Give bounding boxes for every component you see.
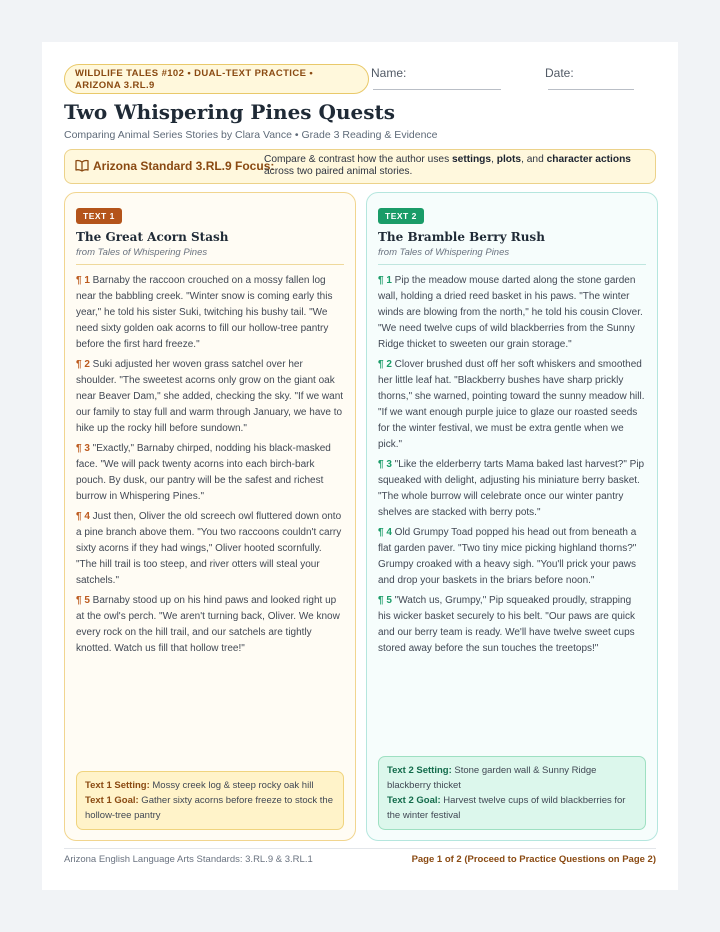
paragraph: ¶ 4 Just then, Oliver the old screech owl fluttered down onto a pine branch above them. "You two raccoons couldn't carry sixty acorns if they had wings," Oliver hooted scornfully. "The hill trail is too steep, and river otters will steal your satchels."	[76, 511, 342, 586]
text-1-summary-box	[76, 771, 344, 830]
paragraph-marker: ¶ 3	[378, 459, 392, 470]
text-1-title: The Great Acorn Stash	[76, 230, 229, 244]
paragraph: ¶ 1 Barnaby the raccoon crouched on a mossy fallen log near the babbling creek. "Winter snow is coming early this year," he told his sister Suki, twitching his bushy tail. "We need sixty golden oak acorns to fill our hollow-tree pantry before the first hard freeze."	[76, 275, 333, 350]
page-subtitle: Comparing Animal Series Stories by Clara Vance • Grade 3 Reading & Evidence	[64, 129, 438, 141]
paragraph-marker: ¶ 5	[76, 595, 90, 606]
standard-description: Compare & contrast how the author uses settings, plots, and character actions across two paired animal stories.	[264, 154, 631, 177]
paragraph-marker: ¶ 3	[76, 443, 90, 454]
paragraph: ¶ 5 "Watch us, Grumpy," Pip squeaked proudly, strapping his wicker basket securely to his belt. "Our paws are quick and our berry team is ready. We'll have twelve sweet cups stored away before the sun touches the treetops!"	[378, 595, 635, 654]
standard-title: Arizona Standard 3.RL.9 Focus:	[93, 159, 275, 173]
paragraph-marker: ¶ 1	[378, 275, 392, 286]
name-label: Name:	[371, 66, 407, 80]
text-1-setting: Text 1 Setting: Mossy creek log & steep rocky oak hill	[85, 780, 314, 791]
paragraph-marker: ¶ 2	[378, 359, 392, 370]
text-2-panel	[366, 192, 658, 841]
text-2-source: from Tales of Whispering Pines	[378, 247, 510, 258]
text-1-source: from Tales of Whispering Pines	[76, 247, 208, 258]
paragraph: ¶ 4 Old Grumpy Toad popped his head out from beneath a flat garden paver. "Two tiny mice picking highland thorns?" Grumpy croaked with a heavy sigh. "You'll prick your paws and drop your baskets in the briars before noon."	[378, 527, 637, 586]
paragraph: ¶ 1 Pip the meadow mouse darted along the stone garden wall, holding a dried reed basket in his paws. "The winter winds are blowing from the north," he told his cousin Clover. "We need twelve cups of wild blackberries from the Sunny Ridge thicket to sweeten our grain storage."	[378, 275, 643, 350]
footer-page-indicator: Page 1 of 2 (Proceed to Practice Questions on Page 2)	[411, 854, 656, 865]
paragraph-marker: ¶ 2	[76, 359, 90, 370]
text-2-setting: Text 2 Setting: Stone garden wall & Sunny Ridge blackberry thicket	[387, 765, 597, 791]
paragraph: ¶ 3 "Like the elderberry tarts Mama baked last harvest?" Pip squeaked with delight, adjusting his miniature berry basket. "The whole burrow will celebrate once our winter pantry shelves are stacked with berry pots."	[378, 459, 645, 518]
paragraph: ¶ 3 "Exactly," Barnaby chirped, nodding his black-masked face. "We will pack twenty acorns into each birch-bark pouch. By dusk, our pantry will be the safest and richest burrow in Whispering Pines."	[76, 443, 331, 502]
paragraph-marker: ¶ 1	[76, 275, 90, 286]
paragraph-marker: ¶ 4	[76, 511, 90, 522]
paragraph-marker: ¶ 5	[378, 595, 392, 606]
divider	[378, 264, 646, 265]
text-2-title: The Bramble Berry Rush	[378, 230, 545, 244]
paragraph: ¶ 2 Clover brushed dust off her soft whiskers and smoothed her little leaf hat. "Blackberry bushes have sharp prickly thorns," she warned, pointing toward the sunny meadow hill. "If we want enough purple juice to glaze our roasted seeds for the winter festival, we must be extra gentle when we pick."	[378, 359, 645, 450]
footer-divider	[64, 848, 656, 849]
text-1-panel	[64, 192, 356, 841]
text-1-goal: Text 1 Goal: Gather sixty acorns before freeze to stock the hollow-tree pantry	[85, 795, 333, 821]
divider	[76, 264, 344, 265]
standard-focus-box	[64, 149, 656, 184]
paragraph: ¶ 2 Suki adjusted her woven grass satchel over her shoulder. "The sweetest acorns only grow on the giant oak near Beaver Dam," she added, checking the sky. "If we want our family to stay full and warm through January, we have to hike up the rocky hill before sundown."	[76, 359, 344, 434]
date-field[interactable]	[548, 89, 634, 90]
worksheet-page	[42, 42, 678, 890]
text-2-summary-box	[378, 756, 646, 830]
page-title: Two Whispering Pines Quests	[64, 100, 395, 124]
text-1-body	[76, 273, 344, 661]
date-label: Date:	[545, 66, 574, 80]
name-field[interactable]	[373, 89, 501, 90]
paragraph: ¶ 5 Barnaby stood up on his hind paws and looked right up at the owl's perch. "We aren't turning back, Oliver. We know every rock on the hill trail, and our satchels are tightly knotted. Watch us fill that hollow tree!"	[76, 595, 340, 654]
footer-standards: Arizona English Language Arts Standards: 3.RL.9 & 3.RL.1	[64, 854, 313, 865]
text-2-goal: Text 2 Goal: Harvest twelve cups of wild blackberries for the winter festival	[387, 795, 626, 821]
open-book-icon	[75, 159, 89, 177]
text-1-badge: TEXT 1	[76, 208, 122, 224]
paragraph-marker: ¶ 4	[378, 527, 392, 538]
text-2-badge: TEXT 2	[378, 208, 424, 224]
text-2-body	[378, 273, 646, 661]
series-tag: WILDLIFE TALES #102 • DUAL-TEXT PRACTICE • ARIZONA 3.RL.9	[64, 64, 369, 94]
